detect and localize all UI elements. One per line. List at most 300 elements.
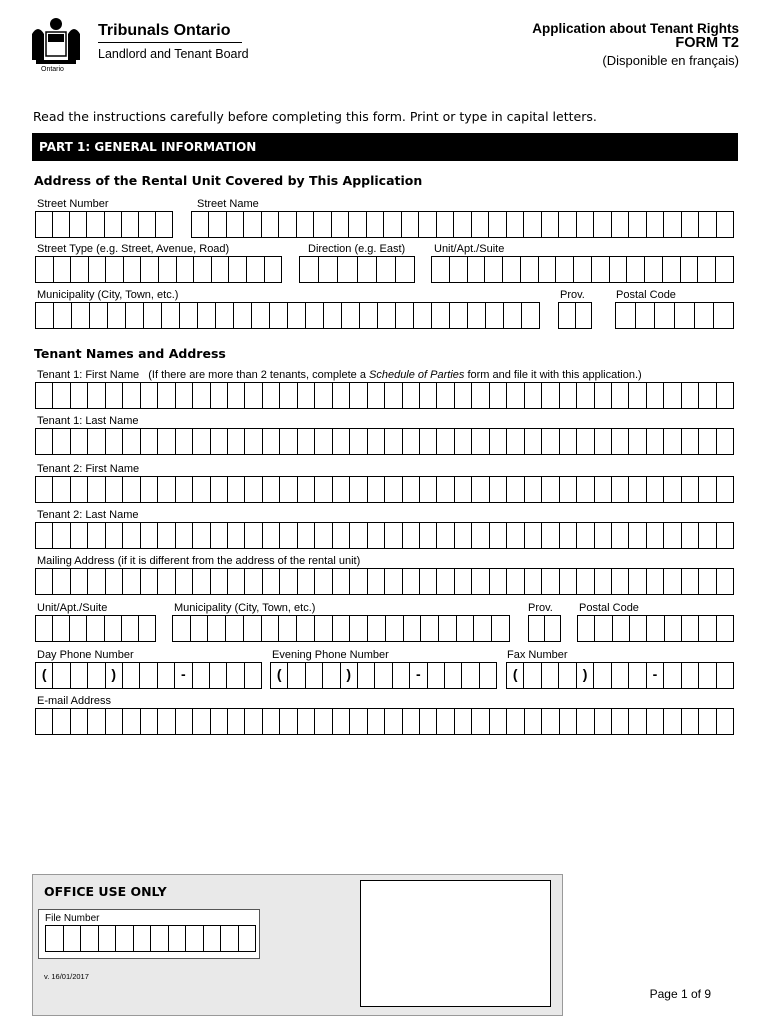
char-box[interactable] — [404, 616, 422, 641]
char-box[interactable] — [647, 383, 664, 408]
char-box[interactable] — [176, 569, 193, 594]
char-box[interactable] — [123, 429, 140, 454]
char-box[interactable] — [437, 569, 454, 594]
char-box[interactable] — [298, 429, 315, 454]
char-box[interactable] — [88, 523, 105, 548]
mailing-address-field[interactable] — [35, 568, 734, 595]
char-box[interactable] — [503, 257, 521, 282]
char-box[interactable] — [123, 569, 140, 594]
char-box[interactable] — [175, 663, 192, 688]
char-box[interactable] — [144, 303, 162, 328]
char-box[interactable] — [472, 429, 489, 454]
char-box[interactable] — [437, 212, 454, 237]
char-box[interactable] — [263, 429, 280, 454]
char-box[interactable] — [577, 383, 594, 408]
char-box[interactable] — [71, 429, 88, 454]
char-box[interactable] — [472, 569, 489, 594]
char-box[interactable] — [332, 212, 349, 237]
street-name-field[interactable] — [191, 211, 734, 238]
char-box[interactable] — [158, 429, 175, 454]
char-box[interactable] — [647, 616, 664, 641]
char-box[interactable] — [141, 569, 158, 594]
char-box[interactable] — [106, 477, 123, 502]
char-box[interactable] — [228, 429, 245, 454]
char-box[interactable] — [454, 212, 471, 237]
char-box[interactable] — [156, 212, 172, 237]
char-box[interactable] — [450, 257, 468, 282]
char-box[interactable] — [525, 477, 542, 502]
char-box[interactable] — [542, 523, 559, 548]
char-box[interactable] — [53, 429, 70, 454]
char-box[interactable] — [375, 663, 392, 688]
char-box[interactable] — [36, 257, 54, 282]
char-box[interactable] — [455, 709, 472, 734]
char-box[interactable] — [141, 383, 158, 408]
char-box[interactable] — [176, 709, 193, 734]
char-box[interactable] — [396, 257, 414, 282]
char-box[interactable] — [612, 383, 629, 408]
char-box[interactable] — [560, 569, 577, 594]
char-box[interactable] — [333, 383, 350, 408]
char-box[interactable] — [393, 663, 410, 688]
char-box[interactable] — [36, 303, 54, 328]
char-box[interactable] — [350, 477, 367, 502]
char-box[interactable] — [270, 303, 288, 328]
char-box[interactable] — [70, 212, 87, 237]
char-box[interactable] — [490, 709, 507, 734]
fax-field[interactable] — [506, 662, 734, 689]
char-box[interactable] — [432, 257, 450, 282]
char-box[interactable] — [507, 709, 524, 734]
char-box[interactable] — [664, 383, 681, 408]
char-box[interactable] — [490, 477, 507, 502]
char-box[interactable] — [247, 257, 265, 282]
char-box[interactable] — [368, 569, 385, 594]
char-box[interactable] — [315, 616, 333, 641]
char-box[interactable] — [410, 663, 427, 688]
char-box[interactable] — [108, 303, 126, 328]
char-box[interactable] — [227, 212, 244, 237]
char-box[interactable] — [437, 709, 454, 734]
char-box[interactable] — [263, 569, 280, 594]
char-box[interactable] — [716, 257, 733, 282]
char-box[interactable] — [682, 616, 699, 641]
char-box[interactable] — [211, 523, 228, 548]
char-box[interactable] — [560, 429, 577, 454]
char-box[interactable] — [542, 383, 559, 408]
char-box[interactable] — [186, 926, 204, 951]
char-box[interactable] — [176, 523, 193, 548]
char-box[interactable] — [450, 303, 468, 328]
char-box[interactable] — [612, 663, 629, 688]
char-box[interactable] — [245, 663, 261, 688]
mail-prov-field[interactable] — [528, 615, 561, 642]
char-box[interactable] — [123, 663, 140, 688]
char-box[interactable] — [298, 523, 315, 548]
char-box[interactable] — [507, 212, 524, 237]
char-box[interactable] — [559, 303, 576, 328]
char-box[interactable] — [664, 709, 681, 734]
char-box[interactable] — [140, 663, 157, 688]
char-box[interactable] — [265, 257, 282, 282]
char-box[interactable] — [556, 257, 574, 282]
char-box[interactable] — [87, 212, 104, 237]
char-box[interactable] — [663, 257, 681, 282]
char-box[interactable] — [126, 303, 144, 328]
char-box[interactable] — [124, 257, 142, 282]
char-box[interactable] — [368, 709, 385, 734]
char-box[interactable] — [350, 616, 368, 641]
char-box[interactable] — [474, 616, 492, 641]
char-box[interactable] — [36, 429, 53, 454]
char-box[interactable] — [455, 429, 472, 454]
char-box[interactable] — [151, 926, 169, 951]
char-box[interactable] — [560, 709, 577, 734]
char-box[interactable] — [88, 383, 105, 408]
char-box[interactable] — [455, 477, 472, 502]
char-box[interactable] — [53, 663, 70, 688]
char-box[interactable] — [319, 257, 338, 282]
char-box[interactable] — [630, 616, 647, 641]
char-box[interactable] — [71, 663, 88, 688]
char-box[interactable] — [385, 523, 402, 548]
char-box[interactable] — [647, 709, 664, 734]
char-box[interactable] — [298, 709, 315, 734]
char-box[interactable] — [262, 616, 280, 641]
char-box[interactable] — [542, 212, 559, 237]
char-box[interactable] — [193, 569, 210, 594]
char-box[interactable] — [682, 663, 699, 688]
char-box[interactable] — [88, 569, 105, 594]
char-box[interactable] — [116, 926, 134, 951]
char-box[interactable] — [315, 383, 332, 408]
char-box[interactable] — [194, 257, 212, 282]
char-box[interactable] — [542, 709, 559, 734]
char-box[interactable] — [577, 709, 594, 734]
char-box[interactable] — [455, 523, 472, 548]
char-box[interactable] — [437, 477, 454, 502]
char-box[interactable] — [228, 523, 245, 548]
char-box[interactable] — [403, 709, 420, 734]
char-box[interactable] — [234, 303, 252, 328]
char-box[interactable] — [123, 383, 140, 408]
char-box[interactable] — [714, 303, 733, 328]
char-box[interactable] — [315, 429, 332, 454]
char-box[interactable] — [717, 212, 733, 237]
street-number-field[interactable] — [35, 211, 173, 238]
char-box[interactable] — [288, 663, 305, 688]
char-box[interactable] — [368, 616, 386, 641]
char-box[interactable] — [245, 477, 262, 502]
direction-field[interactable] — [299, 256, 415, 283]
char-box[interactable] — [106, 257, 124, 282]
char-box[interactable] — [521, 257, 539, 282]
char-box[interactable] — [629, 523, 646, 548]
tenant2-first-name-field[interactable] — [35, 476, 734, 503]
char-box[interactable] — [559, 663, 576, 688]
char-box[interactable] — [432, 303, 450, 328]
char-box[interactable] — [88, 663, 105, 688]
char-box[interactable] — [595, 616, 612, 641]
char-box[interactable] — [698, 257, 716, 282]
char-box[interactable] — [193, 523, 210, 548]
street-type-field[interactable] — [35, 256, 282, 283]
char-box[interactable] — [594, 212, 611, 237]
char-box[interactable] — [525, 429, 542, 454]
char-box[interactable] — [358, 663, 375, 688]
char-box[interactable] — [245, 569, 262, 594]
char-box[interactable] — [645, 257, 663, 282]
char-box[interactable] — [717, 569, 733, 594]
char-box[interactable] — [414, 303, 432, 328]
char-box[interactable] — [542, 429, 559, 454]
char-box[interactable] — [169, 926, 187, 951]
mail-municipality-field[interactable] — [172, 615, 510, 642]
char-box[interactable] — [699, 477, 716, 502]
char-box[interactable] — [244, 616, 262, 641]
char-box[interactable] — [457, 616, 475, 641]
char-box[interactable] — [542, 477, 559, 502]
char-box[interactable] — [385, 477, 402, 502]
char-box[interactable] — [216, 303, 234, 328]
char-box[interactable] — [420, 477, 437, 502]
char-box[interactable] — [402, 212, 419, 237]
char-box[interactable] — [349, 212, 366, 237]
tenant1-first-name-field[interactable] — [35, 382, 734, 409]
char-box[interactable] — [228, 477, 245, 502]
char-box[interactable] — [158, 663, 175, 688]
char-box[interactable] — [176, 383, 193, 408]
char-box[interactable] — [211, 709, 228, 734]
char-box[interactable] — [612, 523, 629, 548]
char-box[interactable] — [717, 429, 733, 454]
char-box[interactable] — [647, 569, 664, 594]
char-box[interactable] — [403, 569, 420, 594]
char-box[interactable] — [87, 616, 104, 641]
char-box[interactable] — [664, 477, 681, 502]
char-box[interactable] — [439, 616, 457, 641]
char-box[interactable] — [226, 616, 244, 641]
char-box[interactable] — [420, 709, 437, 734]
char-box[interactable] — [88, 429, 105, 454]
char-box[interactable] — [578, 616, 595, 641]
char-box[interactable] — [507, 383, 524, 408]
char-box[interactable] — [428, 663, 445, 688]
char-box[interactable] — [36, 523, 53, 548]
char-box[interactable] — [610, 257, 628, 282]
char-box[interactable] — [53, 523, 70, 548]
char-box[interactable] — [134, 926, 152, 951]
char-box[interactable] — [574, 257, 592, 282]
char-box[interactable] — [177, 257, 195, 282]
char-box[interactable] — [595, 523, 612, 548]
char-box[interactable] — [64, 926, 82, 951]
char-box[interactable] — [227, 663, 244, 688]
char-box[interactable] — [123, 477, 140, 502]
char-box[interactable] — [665, 616, 682, 641]
char-box[interactable] — [211, 429, 228, 454]
char-box[interactable] — [577, 663, 594, 688]
char-box[interactable] — [72, 303, 90, 328]
char-box[interactable] — [338, 257, 357, 282]
char-box[interactable] — [560, 523, 577, 548]
evening-phone-field[interactable] — [270, 662, 497, 689]
char-box[interactable] — [472, 709, 489, 734]
char-box[interactable] — [71, 257, 89, 282]
char-box[interactable] — [315, 569, 332, 594]
char-box[interactable] — [629, 477, 646, 502]
char-box[interactable] — [664, 663, 681, 688]
char-box[interactable] — [595, 569, 612, 594]
char-box[interactable] — [141, 709, 158, 734]
char-box[interactable] — [695, 303, 715, 328]
char-box[interactable] — [576, 303, 592, 328]
char-box[interactable] — [592, 257, 610, 282]
char-box[interactable] — [350, 709, 367, 734]
char-box[interactable] — [193, 383, 210, 408]
char-box[interactable] — [420, 429, 437, 454]
char-box[interactable] — [699, 523, 716, 548]
char-box[interactable] — [314, 212, 331, 237]
char-box[interactable] — [384, 212, 401, 237]
char-box[interactable] — [89, 257, 107, 282]
char-box[interactable] — [158, 569, 175, 594]
char-box[interactable] — [647, 212, 664, 237]
char-box[interactable] — [210, 663, 227, 688]
mail-unit-field[interactable] — [35, 615, 156, 642]
char-box[interactable] — [507, 663, 524, 688]
char-box[interactable] — [180, 303, 198, 328]
char-box[interactable] — [577, 569, 594, 594]
char-box[interactable] — [36, 616, 53, 641]
char-box[interactable] — [647, 477, 664, 502]
municipality-field[interactable] — [35, 302, 540, 329]
char-box[interactable] — [647, 429, 664, 454]
char-box[interactable] — [629, 569, 646, 594]
char-box[interactable] — [385, 429, 402, 454]
char-box[interactable] — [245, 523, 262, 548]
char-box[interactable] — [462, 663, 479, 688]
char-box[interactable] — [525, 709, 542, 734]
char-box[interactable] — [158, 709, 175, 734]
char-box[interactable] — [595, 429, 612, 454]
char-box[interactable] — [492, 616, 509, 641]
char-box[interactable] — [368, 429, 385, 454]
char-box[interactable] — [53, 569, 70, 594]
char-box[interactable] — [545, 616, 560, 641]
char-box[interactable] — [577, 523, 594, 548]
char-box[interactable] — [53, 212, 70, 237]
char-box[interactable] — [437, 383, 454, 408]
char-box[interactable] — [53, 616, 70, 641]
char-box[interactable] — [245, 429, 262, 454]
char-box[interactable] — [198, 303, 216, 328]
char-box[interactable] — [350, 569, 367, 594]
char-box[interactable] — [228, 569, 245, 594]
char-box[interactable] — [539, 257, 557, 282]
char-box[interactable] — [342, 303, 360, 328]
char-box[interactable] — [647, 663, 664, 688]
char-box[interactable] — [472, 523, 489, 548]
char-box[interactable] — [368, 477, 385, 502]
char-box[interactable] — [699, 709, 716, 734]
char-box[interactable] — [263, 383, 280, 408]
char-box[interactable] — [681, 257, 699, 282]
char-box[interactable] — [333, 477, 350, 502]
char-box[interactable] — [525, 569, 542, 594]
char-box[interactable] — [559, 212, 576, 237]
char-box[interactable] — [333, 429, 350, 454]
char-box[interactable] — [437, 429, 454, 454]
char-box[interactable] — [403, 477, 420, 502]
char-box[interactable] — [595, 477, 612, 502]
char-box[interactable] — [507, 477, 524, 502]
char-box[interactable] — [245, 383, 262, 408]
char-box[interactable] — [162, 303, 180, 328]
char-box[interactable] — [524, 663, 541, 688]
char-box[interactable] — [560, 383, 577, 408]
char-box[interactable] — [333, 569, 350, 594]
char-box[interactable] — [123, 709, 140, 734]
char-box[interactable] — [717, 477, 733, 502]
char-box[interactable] — [71, 523, 88, 548]
char-box[interactable] — [208, 616, 226, 641]
char-box[interactable] — [191, 616, 209, 641]
char-box[interactable] — [159, 257, 177, 282]
char-box[interactable] — [367, 212, 384, 237]
char-box[interactable] — [437, 523, 454, 548]
char-box[interactable] — [655, 303, 675, 328]
char-box[interactable] — [297, 616, 315, 641]
char-box[interactable] — [70, 616, 87, 641]
char-box[interactable] — [280, 477, 297, 502]
char-box[interactable] — [106, 709, 123, 734]
char-box[interactable] — [71, 383, 88, 408]
char-box[interactable] — [445, 663, 462, 688]
mail-postal-field[interactable] — [577, 615, 734, 642]
char-box[interactable] — [377, 257, 396, 282]
char-box[interactable] — [699, 429, 716, 454]
char-box[interactable] — [560, 477, 577, 502]
char-box[interactable] — [647, 523, 664, 548]
char-box[interactable] — [629, 212, 646, 237]
char-box[interactable] — [54, 303, 72, 328]
char-box[interactable] — [280, 383, 297, 408]
char-box[interactable] — [542, 569, 559, 594]
char-box[interactable] — [123, 523, 140, 548]
char-box[interactable] — [245, 709, 262, 734]
char-box[interactable] — [99, 926, 117, 951]
char-box[interactable] — [46, 926, 64, 951]
char-box[interactable] — [315, 477, 332, 502]
char-box[interactable] — [122, 212, 139, 237]
char-box[interactable] — [106, 429, 123, 454]
char-box[interactable] — [141, 429, 158, 454]
char-box[interactable] — [403, 383, 420, 408]
char-box[interactable] — [699, 616, 716, 641]
char-box[interactable] — [298, 569, 315, 594]
char-box[interactable] — [306, 663, 323, 688]
char-box[interactable] — [279, 212, 296, 237]
char-box[interactable] — [36, 383, 53, 408]
char-box[interactable] — [577, 429, 594, 454]
char-box[interactable] — [263, 477, 280, 502]
char-box[interactable] — [524, 212, 541, 237]
char-box[interactable] — [228, 383, 245, 408]
char-box[interactable] — [36, 212, 53, 237]
char-box[interactable] — [490, 383, 507, 408]
char-box[interactable] — [280, 429, 297, 454]
